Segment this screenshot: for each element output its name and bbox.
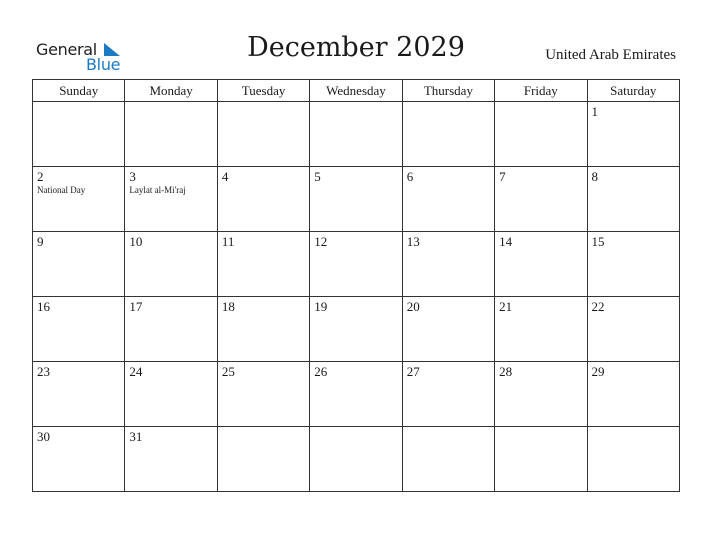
day-number: 4	[221, 169, 229, 184]
day-cell	[402, 232, 494, 297]
day-cell	[217, 427, 309, 492]
day-cell	[310, 427, 402, 492]
weekday-header: Saturday	[587, 80, 679, 102]
country-name: United Arab Emirates	[545, 47, 676, 63]
day-cell	[217, 297, 309, 362]
day-number: 5	[314, 169, 321, 184]
day-cell	[217, 232, 309, 297]
logo-word-general: General	[36, 40, 97, 59]
day-number: 8	[591, 169, 599, 184]
day-number: 19	[314, 299, 328, 314]
day-cell	[587, 427, 679, 492]
day-number: 6	[406, 169, 414, 184]
week-row	[33, 362, 680, 427]
day-cell	[587, 102, 679, 167]
weekday-header: Tuesday	[217, 80, 309, 102]
day-number: 22	[591, 299, 605, 314]
day-cell	[495, 232, 587, 297]
day-cell	[587, 167, 679, 232]
day-number: 25	[221, 364, 235, 379]
weekday-header: Sunday	[33, 80, 125, 102]
day-cell	[125, 167, 217, 232]
day-number: 18	[221, 299, 235, 314]
day-number	[403, 102, 494, 105]
week-row	[33, 232, 680, 297]
day-number	[310, 427, 401, 430]
day-number	[495, 427, 586, 430]
generalblue-logo	[36, 40, 136, 74]
day-number: 2	[37, 169, 44, 184]
day-cell	[33, 232, 125, 297]
day-number: 26	[314, 364, 328, 379]
day-cell	[495, 297, 587, 362]
day-number: 30	[37, 429, 50, 444]
day-number	[495, 102, 586, 105]
holiday-label: Laylat al-Mi'raj	[129, 185, 186, 195]
day-cell	[587, 362, 679, 427]
day-number: 16	[37, 299, 50, 314]
day-cell	[495, 362, 587, 427]
day-number: 11	[221, 234, 235, 249]
weekday-header: Friday	[495, 80, 587, 102]
day-number: 13	[406, 234, 420, 249]
day-cell	[125, 427, 217, 492]
day-cell	[587, 232, 679, 297]
day-cell	[402, 167, 494, 232]
weekday-header: Wednesday	[310, 80, 402, 102]
week-row	[33, 102, 680, 167]
day-cell	[217, 102, 309, 167]
day-cell	[402, 102, 494, 167]
day-cell	[33, 297, 125, 362]
day-cell	[402, 297, 494, 362]
day-number: 14	[499, 234, 513, 249]
day-cell	[125, 362, 217, 427]
day-number	[125, 102, 216, 105]
day-number	[310, 102, 401, 105]
logo-word-blue: Blue	[86, 55, 121, 74]
week-row	[33, 297, 680, 362]
day-number: 15	[591, 234, 605, 249]
day-number: 12	[314, 234, 328, 249]
day-number	[218, 427, 309, 430]
day-number	[403, 427, 494, 430]
holiday-label: National Day	[37, 185, 86, 195]
day-number: 29	[591, 364, 605, 379]
day-number: 27	[406, 364, 420, 379]
weekday-header: Thursday	[402, 80, 494, 102]
weekday-header: Monday	[125, 80, 217, 102]
day-number	[218, 102, 309, 105]
day-cell	[495, 102, 587, 167]
calendar-title: December 2029	[247, 32, 465, 63]
week-row	[33, 427, 680, 492]
day-cell	[310, 297, 402, 362]
day-cell	[587, 297, 679, 362]
day-cell	[310, 232, 402, 297]
day-number: 9	[37, 234, 44, 249]
day-cell	[125, 297, 217, 362]
calendar-grid	[32, 79, 680, 492]
day-cell	[33, 167, 125, 232]
day-number: 24	[129, 364, 143, 379]
day-cell	[495, 167, 587, 232]
day-number: 23	[37, 364, 50, 379]
day-number	[33, 102, 124, 105]
day-number	[588, 427, 679, 430]
day-cell	[33, 102, 125, 167]
day-number: 7	[499, 169, 506, 184]
day-cell	[33, 427, 125, 492]
day-cell	[310, 362, 402, 427]
day-cell	[217, 167, 309, 232]
day-cell	[402, 427, 494, 492]
day-number: 20	[406, 299, 420, 314]
day-cell	[33, 362, 125, 427]
day-number: 17	[129, 299, 143, 314]
day-cell	[310, 167, 402, 232]
day-cell	[125, 232, 217, 297]
day-number: 31	[129, 429, 143, 444]
day-cell	[402, 362, 494, 427]
day-number: 3	[129, 169, 136, 184]
week-row	[33, 167, 680, 232]
day-cell	[495, 427, 587, 492]
day-number: 1	[591, 104, 599, 119]
day-number: 10	[129, 234, 143, 249]
day-cell	[125, 102, 217, 167]
day-cell	[217, 362, 309, 427]
day-cell	[310, 102, 402, 167]
day-number: 21	[499, 299, 513, 314]
day-number: 28	[499, 364, 513, 379]
weekday-header-row	[33, 80, 680, 102]
